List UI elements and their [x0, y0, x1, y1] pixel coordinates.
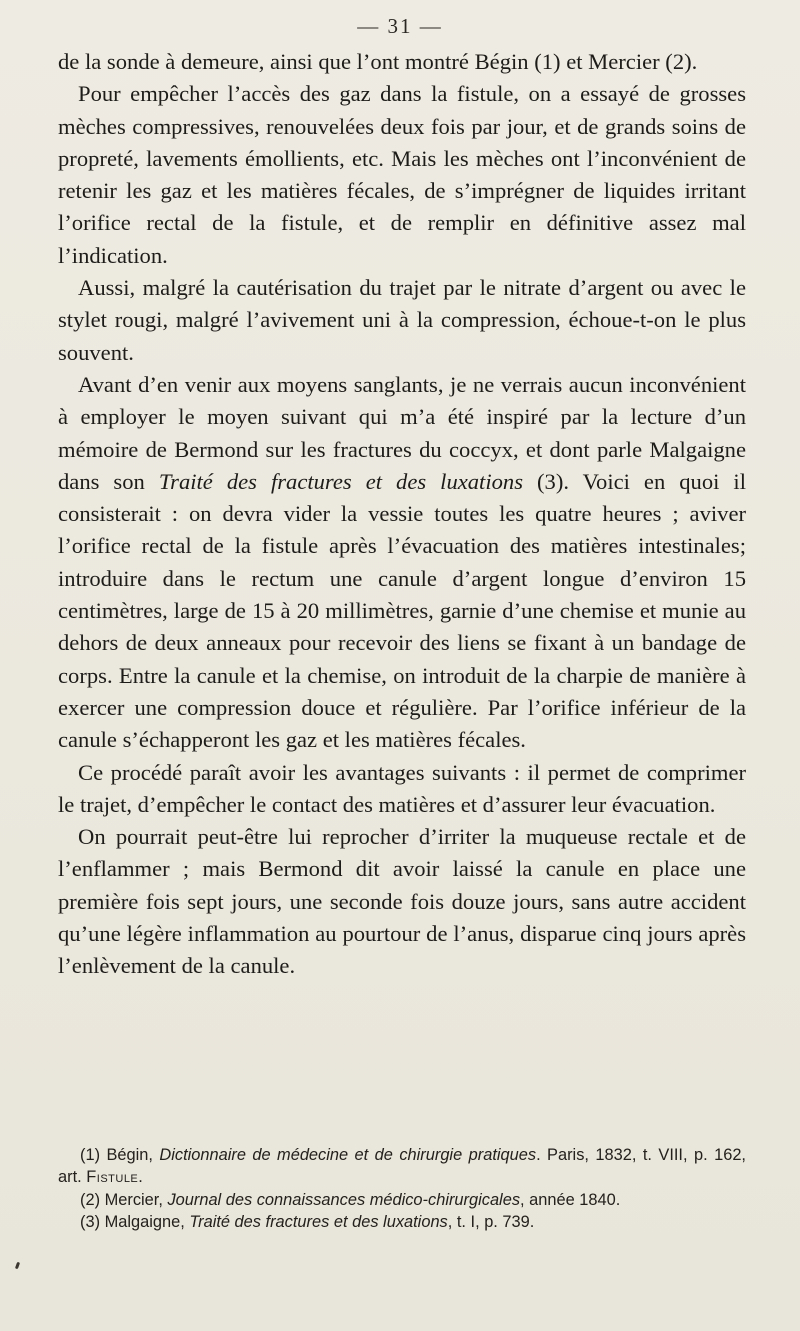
paragraph-text: On pourrait peut-être lui reprocher d’irriter la muqueuse rectale et de l’enflammer ; mais Bermond dit avoir laissé la canule en place une première fois sept jours, une seconde fois douze jours, sans autre accident qu’une légère inflammation au pourtour de l’anus, disparue cinq jours après l’enlèvement de la canule. [58, 824, 746, 979]
footnote-text: (2) Mercier, [80, 1190, 168, 1209]
paragraph-text: Ce procédé paraît avoir les avantages suivants : il permet de comprimer le trajet, d’empêcher le contact des matières et d’assurer leur évacuation. [58, 759, 746, 817]
paragraph-text: (3). Voici en quoi il consisterait : on devra vider la vessie toutes les quatre heures ; aviver l’orifice rectal de la fistule après l’évacuation des matières intestinales; introduire dans le rectum une canule d’argent longue d’environ 15 centimètres, large de 15 à 20 millimètres, garnie d’une chemise et munie au dehors de deux anneaux pour recevoir des liens se fixant à un bandage de corps. Entre la canule et la chemise, on introduit de la charpie de manière à exercer une compression douce et régulière. Par l’orifice inférieur de la canule s’échapperont les gaz et les matières fécales. [58, 468, 746, 753]
footnote [58, 1144, 746, 1189]
paragraph [58, 78, 746, 272]
footnote-italic-text: Traité des fractures et des luxations [189, 1213, 448, 1232]
footnote-text: , année 1840. [520, 1190, 621, 1209]
footnote-italic-text: Journal des connaissances médico-chirurgicales [167, 1190, 521, 1209]
footnote-italic-text: Dictionnaire de médecine et de chirurgie pratiques [159, 1146, 537, 1164]
paragraph [58, 821, 746, 982]
footnote-text: . [138, 1168, 143, 1187]
paragraph [58, 272, 746, 369]
paragraph [58, 757, 746, 822]
body-text [58, 46, 746, 983]
page-number: — 31 — [357, 14, 443, 38]
footnote-text: , t. I, p. 739. [447, 1213, 535, 1232]
footnote-text: . Paris, 1832, t. VIII, p. 162, art. [58, 1146, 746, 1187]
paragraph [58, 46, 746, 78]
paragraph-italic-text: Traité des fractures et des luxations [158, 468, 524, 494]
footnote-text: Fistule [86, 1168, 139, 1187]
footnote [58, 1189, 746, 1211]
footnote [58, 1211, 746, 1233]
paragraph [58, 369, 746, 757]
footnotes [58, 1144, 746, 1234]
footnote-text: (3) Malgaigne, [80, 1213, 190, 1232]
ink-speck [15, 1262, 20, 1270]
paragraph-text: Aussi, malgré la cautérisation du trajet par le nitrate d’argent ou avec le stylet rougi, malgré l’avivement uni à la compression, échoue-t-on le plus souvent. [58, 275, 746, 365]
paragraph-text: Avant d’en venir aux moyens sanglants, je ne verrais aucun inconvénient à employer le moyen suivant qui m’a été inspiré par la lecture d’un mémoire de Bermond sur les fractures du coccyx, et dont parle Malgaigne dans son [58, 371, 746, 494]
footnote-text: (1) Bégin, [80, 1146, 160, 1164]
paragraph-text: Pour empêcher l’accès des gaz dans la fistule, on a essayé de grosses mèches compressives, renouvelées deux fois par jour, et de grands soins de propreté, lavements émollients, etc. Mais les mèches ont l’inconvénient de retenir les gaz et les matières fécales, de s’imprégner de liquides irritant l’orifice rectal de la fistule, et de remplir en définitive assez mal l’indication. [58, 81, 746, 268]
paragraph-text: de la sonde à demeure, ainsi que l’ont montré Bégin (1) et Mercier (2). [58, 49, 698, 74]
